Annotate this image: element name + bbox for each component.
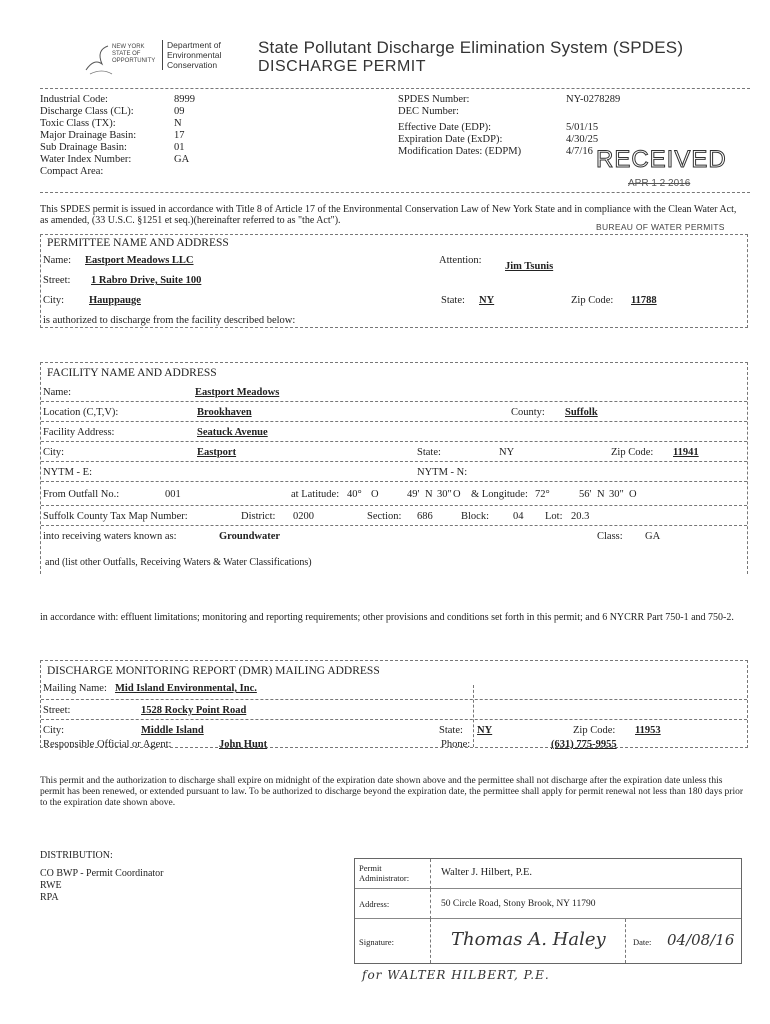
receiving-waters-label: into receiving waters known as:	[43, 531, 177, 542]
expiration-paragraph: This permit and the authorization to discharge shall expire on midnight of the expiration date shown above and the permittee shall not discharge after the expiration date unless this permit has been renewed, or extended pursuant to law. To be authorized to discharge beyond the expiration date, the permittee shall apply for permit renewal not less than 180 days prior to the expiration date shown above.	[40, 776, 743, 808]
authorized-text: is authorized to discharge from the facility described below:	[43, 315, 296, 326]
other-outfalls-note: and (list other Outfalls, Receiving Waters & Water Classifications)	[45, 557, 312, 568]
latitude-n: N	[425, 489, 433, 500]
permittee-street-label: Street:	[43, 275, 71, 286]
latitude-o2: O	[453, 489, 461, 500]
logo-line: STATE OF	[112, 51, 141, 57]
dmr-city-label: City:	[43, 725, 65, 736]
field-value: 4/30/25	[566, 134, 599, 145]
field-value: 09	[174, 106, 185, 117]
expiration-date-row	[398, 134, 599, 146]
sub-basin-row	[40, 142, 185, 154]
water-index-row	[40, 154, 190, 166]
effective-date-row	[398, 122, 599, 134]
admin-address: 50 Circle Road, Stony Brook, NY 11790	[441, 899, 596, 909]
divider	[40, 192, 750, 193]
address-label: Address:	[359, 899, 390, 909]
compact-area-row	[40, 166, 103, 178]
divider	[473, 685, 474, 747]
facility-state-label: State:	[417, 447, 441, 458]
facility-state: NY	[499, 447, 515, 458]
admin-row	[355, 859, 741, 889]
field-value: 8999	[174, 94, 195, 105]
major-basin-row	[40, 130, 185, 142]
facility-section	[40, 362, 748, 574]
received-stamp-date: APR 1 2 2016	[628, 178, 691, 189]
divider	[41, 461, 747, 462]
outfall-number: 001	[165, 489, 181, 500]
signature-box	[354, 858, 742, 964]
permittee-zip: 11788	[631, 295, 657, 306]
permittee-city: Hauppauge	[89, 295, 141, 306]
latitude-o: O	[371, 489, 379, 500]
water-class: GA	[645, 531, 661, 542]
facility-address-label: Facility Address:	[43, 427, 115, 438]
accordance-paragraph: in accordance with: effluent limitations; monitoring and reporting requirements; other provisions and conditions set forth in this permit; and 6 NYCRR Part 750-1 and 750-2.	[40, 612, 734, 623]
admin-name: Walter J. Hilbert, P.E.	[441, 867, 533, 878]
block-label: Block:	[461, 511, 489, 522]
divider	[41, 525, 747, 526]
agency-line: Environmental	[167, 50, 222, 60]
latitude-degrees: 40°	[347, 489, 362, 500]
discharge-class-row	[40, 106, 185, 118]
lot-label: Lot:	[545, 511, 563, 522]
divider	[41, 441, 747, 442]
toxic-class-row	[40, 118, 182, 130]
permittee-state: NY	[479, 295, 495, 306]
facility-location: Brookhaven	[197, 407, 252, 418]
dmr-official: John Hunt	[219, 739, 268, 750]
date-label: Date:	[633, 937, 652, 947]
dmr-zip: 11953	[635, 725, 661, 736]
outfall-label: From Outfall No.:	[43, 489, 120, 500]
lot-value: 20.3	[571, 511, 590, 522]
distribution-item: RPA	[40, 892, 59, 903]
water-class-label: Class:	[597, 531, 623, 542]
district-label: District:	[241, 511, 276, 522]
field-label: Sub Drainage Basin:	[40, 142, 127, 153]
distribution-item: RWE	[40, 880, 62, 891]
distribution-list	[40, 850, 164, 904]
latitude-minutes: 49'	[407, 489, 420, 500]
field-label: Expiration Date (ExDP):	[398, 134, 503, 145]
field-label: DEC Number:	[398, 106, 459, 117]
field-value: 5/01/15	[566, 122, 599, 133]
field-value: N	[174, 118, 182, 129]
section-title: DISCHARGE MONITORING REPORT (DMR) MAILING ADDRESS	[47, 665, 380, 677]
divider	[41, 505, 747, 506]
nytm-n-label: NYTM - N:	[417, 467, 468, 478]
permittee-section	[40, 234, 748, 328]
section-label: Section:	[367, 511, 402, 522]
longitude-n: N	[597, 489, 605, 500]
intro-paragraph: This SPDES permit is issued in accordance with Title 8 of Article 17 of the Environmental Conservation Law of New York State and in compliance with the Clean Water Act, as amended, (33 U.S.C. §1251 et seq.)(hereinafter referred to as "the Act").	[40, 204, 737, 226]
dmr-city: Middle Island	[141, 725, 204, 736]
facility-city-label: City:	[43, 447, 65, 458]
divider	[41, 719, 747, 720]
permittee-street: 1 Rabro Drive, Suite 100	[91, 275, 202, 286]
dmr-street-label: Street:	[43, 705, 71, 716]
agency-line: Conservation	[167, 60, 218, 70]
agency-name	[162, 40, 221, 70]
divider	[41, 401, 747, 402]
facility-zip-label: Zip Code:	[611, 447, 654, 458]
attention-label: Attention:	[439, 255, 482, 266]
dmr-phone-label: Phone:	[441, 739, 471, 750]
signature-scribble: Thomas A. Haley	[451, 929, 606, 950]
signature-label: Signature:	[359, 937, 394, 947]
field-value: 01	[174, 142, 185, 153]
field-label: Discharge Class (CL):	[40, 106, 134, 117]
signed-for-note: for WALTER HILBERT, P.E.	[362, 968, 550, 982]
divider	[41, 421, 747, 422]
field-label: Water Index Number:	[40, 154, 132, 165]
signature-row	[355, 919, 741, 963]
longitude-seconds: 30"	[609, 489, 624, 500]
field-label: Major Drainage Basin:	[40, 130, 137, 141]
facility-name: Eastport Meadows	[195, 387, 280, 398]
section-title: FACILITY NAME AND ADDRESS	[47, 367, 217, 379]
district-value: 0200	[293, 511, 314, 522]
tax-map-label: Suffolk County Tax Map Number:	[43, 511, 188, 522]
document-title: State Pollutant Discharge Elimination System (SPDES)	[258, 38, 684, 57]
distribution-title: DISTRIBUTION:	[40, 850, 113, 861]
attention-value: Jim Tsunis	[505, 261, 554, 272]
dmr-phone: (631) 775-9955	[551, 739, 617, 750]
logo-line: NEW YORK	[112, 44, 145, 50]
divider	[41, 481, 747, 482]
distribution-item: CO BWP - Permit Coordinator	[40, 868, 164, 879]
divider	[41, 699, 747, 700]
admin-label: Permit Administrator:	[359, 863, 410, 883]
agency-line: Department of	[167, 40, 221, 50]
nys-logo	[82, 40, 156, 80]
facility-county-label: County:	[511, 407, 545, 418]
section-value: 686	[417, 511, 433, 522]
field-label: Compact Area:	[40, 166, 104, 177]
permittee-name: Eastport Meadows LLC	[85, 255, 194, 266]
facility-zip: 11941	[673, 447, 699, 458]
divider	[625, 919, 626, 963]
dmr-street: 1528 Rocky Point Road	[141, 705, 247, 716]
industrial-code-row	[40, 94, 195, 106]
received-stamp: RECEIVED	[596, 146, 727, 173]
permittee-city-label: City:	[43, 295, 65, 306]
signature-date: 04/08/16	[667, 931, 735, 949]
latitude-seconds: 30"	[437, 489, 452, 500]
facility-name-label: Name:	[43, 387, 71, 398]
permittee-zip-label: Zip Code:	[571, 295, 614, 306]
receiving-waters: Groundwater	[219, 531, 281, 542]
field-label: Modification Dates: (EDPM)	[398, 146, 522, 157]
longitude-degrees: 72°	[535, 489, 550, 500]
dec-number-row	[398, 106, 459, 118]
dmr-section	[40, 660, 748, 748]
document-subtitle: DISCHARGE PERMIT	[258, 58, 427, 75]
block-value: 04	[513, 511, 524, 522]
dmr-state-label: State:	[439, 725, 463, 736]
section-title: PERMITTEE NAME AND ADDRESS	[47, 237, 229, 249]
facility-city: Eastport	[197, 447, 237, 458]
dmr-zip-label: Zip Code:	[573, 725, 616, 736]
field-label: SPDES Number:	[398, 94, 470, 105]
field-label: Toxic Class (TX):	[40, 118, 116, 129]
logo-line: OPPORTUNITY	[112, 58, 156, 64]
dmr-state: NY	[477, 725, 493, 736]
nytm-e-label: NYTM - E:	[43, 467, 92, 478]
dmr-official-label: Responsible Official or Agent:	[43, 739, 172, 750]
field-label: Effective Date (EDP):	[398, 122, 492, 133]
latitude-label: at Latitude:	[291, 489, 340, 500]
spdes-number-row	[398, 94, 621, 106]
modification-dates-row	[398, 146, 593, 158]
longitude-o: O	[629, 489, 637, 500]
field-value: 17	[174, 130, 185, 141]
facility-location-label: Location (C,T,V):	[43, 407, 119, 418]
permittee-state-label: State:	[441, 295, 465, 306]
dmr-mailing-label: Mailing Name:	[43, 683, 107, 694]
field-value: NY-0278289	[566, 94, 621, 105]
longitude-minutes: 56'	[579, 489, 592, 500]
field-label: Industrial Code:	[40, 94, 108, 105]
dmr-mailing-name: Mid Island Environmental, Inc.	[115, 683, 257, 694]
address-row	[355, 889, 741, 919]
field-value: GA	[174, 154, 190, 165]
longitude-label: & Longitude:	[471, 489, 528, 500]
facility-address: Seatuck Avenue	[197, 427, 268, 438]
bureau-stamp: BUREAU OF WATER PERMITS	[596, 222, 725, 232]
field-value: 4/7/16	[566, 146, 593, 157]
divider	[40, 88, 750, 89]
facility-county: Suffolk	[565, 407, 598, 418]
permittee-name-label: Name:	[43, 255, 71, 266]
